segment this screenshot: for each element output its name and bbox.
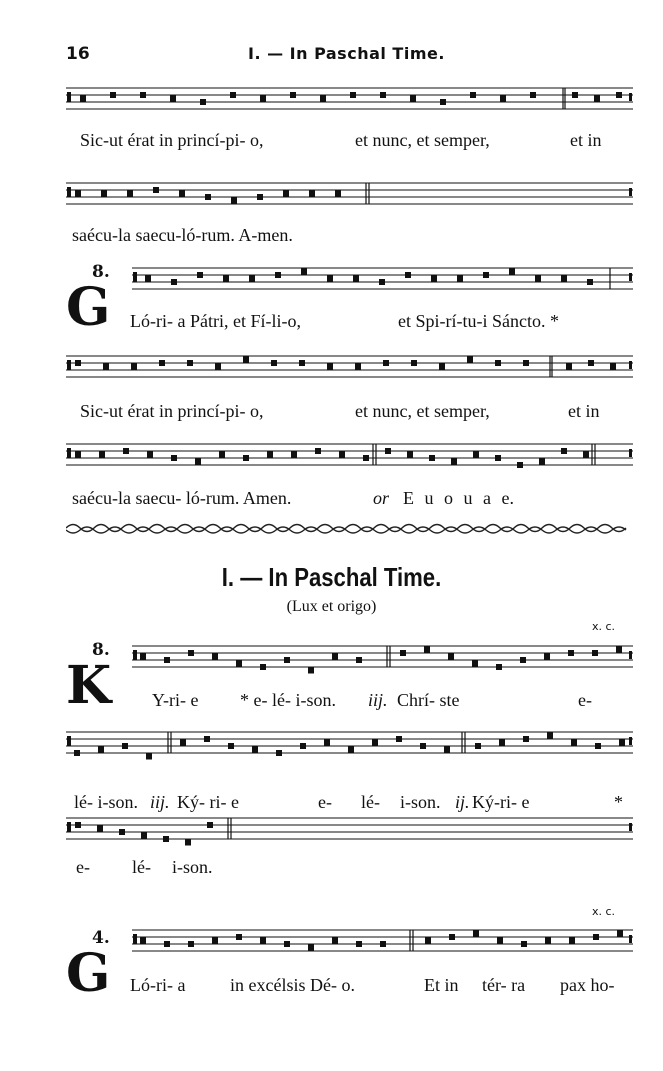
neume-note <box>517 462 523 468</box>
neume-note <box>473 452 479 458</box>
neume-note <box>230 92 236 98</box>
clef-icon <box>133 272 137 282</box>
neume-note <box>185 840 191 846</box>
neume-note <box>467 357 473 363</box>
neume-note <box>188 941 194 947</box>
neume-note <box>448 654 454 660</box>
custos-icon <box>629 273 632 281</box>
lyric-segment: * e- lé- i-son. <box>240 690 336 710</box>
section-subtitle: (Lux et origo) <box>286 598 377 615</box>
neume-note <box>284 941 290 947</box>
lyric-segment: Sic-ut érat in princí-pi- o, <box>80 130 264 150</box>
neume-note <box>616 92 622 98</box>
neume-note <box>530 92 536 98</box>
neume-note <box>348 747 354 753</box>
neume-note <box>356 941 362 947</box>
neume-note <box>236 661 242 667</box>
neume-note <box>569 938 575 944</box>
lyric-segment: Chrí- ste <box>397 690 460 710</box>
neume-note <box>249 276 255 282</box>
xc-marker: x. c. <box>592 620 616 633</box>
neume-note <box>429 455 435 461</box>
mode-number: 4. <box>92 928 110 948</box>
neume-note <box>470 92 476 98</box>
neume-note <box>500 96 506 102</box>
neume-note <box>411 360 417 366</box>
neume-note <box>122 743 128 749</box>
neume-note <box>420 743 426 749</box>
neume-note <box>547 733 553 739</box>
custos-icon <box>629 188 632 196</box>
neume-note <box>431 276 437 282</box>
neume-note <box>101 191 107 197</box>
neume-note <box>356 657 362 663</box>
neume-note <box>231 198 237 204</box>
neume-note <box>159 360 165 366</box>
neume-note <box>327 364 333 370</box>
neume-note <box>170 96 176 102</box>
neume-note <box>363 455 369 461</box>
mode-number: 8. <box>92 640 110 660</box>
neume-note <box>243 357 249 363</box>
neume-note <box>171 279 177 285</box>
neume-note <box>187 360 193 366</box>
neume-note <box>140 654 146 660</box>
custos-icon <box>629 935 632 943</box>
neume-note <box>410 96 416 102</box>
neume-note <box>457 276 463 282</box>
neume-note <box>228 743 234 749</box>
neume-note <box>588 360 594 366</box>
custos-icon <box>629 737 632 745</box>
lyric-segment: saécu-la saecu- ló-rum. Amen. <box>72 488 292 508</box>
custos-icon <box>629 651 632 659</box>
neume-note <box>593 934 599 940</box>
neume-note <box>372 740 378 746</box>
lyric-segment: Sic-ut érat in princí-pi- o, <box>80 401 264 421</box>
lyric-segment: iij. <box>368 690 388 710</box>
neume-note <box>617 931 623 937</box>
neume-note <box>400 650 406 656</box>
initial-letter: K <box>66 655 112 716</box>
neume-note <box>75 452 81 458</box>
neume-note <box>127 191 133 197</box>
neume-note <box>475 743 481 749</box>
clef-icon <box>133 934 137 944</box>
lyric-segment: Et in <box>424 975 459 995</box>
lyric-segment: i-son. <box>172 857 213 877</box>
clef-icon <box>67 822 71 832</box>
lyric-segment: pax ho- <box>560 975 615 995</box>
neume-note <box>219 452 225 458</box>
clef-icon <box>67 360 71 370</box>
neume-note <box>407 452 413 458</box>
neume-note <box>308 668 314 674</box>
neume-note <box>97 826 103 832</box>
neume-note <box>140 938 146 944</box>
neume-note <box>267 452 273 458</box>
neume-note <box>284 657 290 663</box>
neume-note <box>444 747 450 753</box>
music-staff <box>0 912 663 1022</box>
neume-note <box>123 448 129 454</box>
neume-note <box>145 276 151 282</box>
neume-note <box>497 938 503 944</box>
neume-note <box>451 459 457 465</box>
neume-note <box>315 448 321 454</box>
neume-note <box>495 455 501 461</box>
neume-note <box>610 364 616 370</box>
neume-note <box>140 92 146 98</box>
neume-note <box>332 654 338 660</box>
neume-note <box>616 647 622 653</box>
lyric-segment: Ló-ri- a Pátri, et Fí-li-o, <box>130 311 301 331</box>
neume-note <box>592 650 598 656</box>
neume-note <box>353 276 359 282</box>
neume-note <box>425 938 431 944</box>
neume-note <box>440 99 446 105</box>
neume-note <box>301 269 307 275</box>
neume-note <box>539 459 545 465</box>
custos-icon <box>629 361 632 369</box>
neume-note <box>439 364 445 370</box>
neume-note <box>141 833 147 839</box>
lyric-segment: Y-ri- e <box>152 690 199 710</box>
neume-note <box>523 736 529 742</box>
neume-note <box>583 452 589 458</box>
neume-note <box>223 276 229 282</box>
neume-note <box>545 938 551 944</box>
neume-note <box>380 941 386 947</box>
neume-note <box>595 743 601 749</box>
neume-note <box>200 99 206 105</box>
neume-note <box>472 661 478 667</box>
neume-note <box>236 934 242 940</box>
clef-icon <box>67 92 71 102</box>
neume-note <box>499 740 505 746</box>
neume-note <box>212 654 218 660</box>
neume-note <box>483 272 489 278</box>
neume-note <box>449 934 455 940</box>
lyric-segment: Ký- ri- e <box>177 792 239 812</box>
neume-note <box>80 96 86 102</box>
neume-note <box>568 650 574 656</box>
ornamental-divider <box>66 520 633 536</box>
neume-note <box>131 364 137 370</box>
neume-note <box>276 750 282 756</box>
neume-note <box>207 822 213 828</box>
lyric-segment: ij. <box>455 792 470 812</box>
neume-note <box>383 360 389 366</box>
neume-note <box>572 92 578 98</box>
neume-note <box>473 931 479 937</box>
neume-note <box>309 191 315 197</box>
clef-icon <box>67 187 71 197</box>
neume-note <box>396 736 402 742</box>
lyric-segment: iij. <box>150 792 170 812</box>
page-number: 16 <box>66 44 90 64</box>
neume-note <box>260 938 266 944</box>
neume-note <box>171 455 177 461</box>
neume-note <box>496 664 502 670</box>
lyric-segment: Ký-ri- e <box>472 792 530 812</box>
neume-note <box>619 740 625 746</box>
neume-note <box>509 269 515 275</box>
neume-note <box>424 647 430 653</box>
neume-note <box>271 360 277 366</box>
neume-note <box>571 740 577 746</box>
neume-note <box>179 191 185 197</box>
neume-note <box>275 272 281 278</box>
neume-note <box>523 360 529 366</box>
neume-note <box>379 279 385 285</box>
custos-icon <box>629 93 632 101</box>
neume-note <box>147 452 153 458</box>
neume-note <box>74 750 80 756</box>
neume-note <box>205 194 211 200</box>
neume-note <box>146 754 152 760</box>
lyric-segment: saécu-la saecu-ló-rum. A-men. <box>72 225 293 245</box>
neume-note <box>212 938 218 944</box>
neume-note <box>283 191 289 197</box>
neume-note <box>119 829 125 835</box>
neume-note <box>332 938 338 944</box>
xc-marker: x. c. <box>592 905 616 918</box>
lyric-segment: Ló-ri- a <box>130 975 186 995</box>
clef-icon <box>67 448 71 458</box>
neume-note <box>520 657 526 663</box>
neume-note <box>335 191 341 197</box>
running-head: I. — In Paschal Time. <box>248 44 445 63</box>
neume-note <box>594 96 600 102</box>
neume-note <box>98 747 104 753</box>
neume-note <box>99 452 105 458</box>
lyric-segment: or <box>373 488 390 508</box>
lyric-segment: i-son. <box>400 792 441 812</box>
neume-note <box>195 459 201 465</box>
neume-note <box>405 272 411 278</box>
neume-note <box>495 360 501 366</box>
lyric-segment: et nunc, et semper, <box>355 401 490 421</box>
lyric-segment: in excélsis Dé- o. <box>230 975 355 995</box>
lyric-segment: e- <box>578 690 592 710</box>
neume-note <box>180 740 186 746</box>
neume-note <box>204 736 210 742</box>
lyric-segment: e- <box>76 857 90 877</box>
neume-note <box>339 452 345 458</box>
neume-note <box>215 364 221 370</box>
neume-note <box>327 276 333 282</box>
lyric-segment: lé- i-son. <box>74 792 138 812</box>
neume-note <box>561 448 567 454</box>
neume-note <box>75 822 81 828</box>
section-title: I. — In Paschal Time. <box>221 562 442 592</box>
lyric-segment: tér- ra <box>482 975 526 995</box>
music-staff <box>0 70 663 180</box>
lyric-segment: lé- <box>132 857 151 877</box>
neume-note <box>188 650 194 656</box>
lyric-segment: * <box>614 792 623 812</box>
lyric-segment: et nunc, et semper, <box>355 130 490 150</box>
neume-note <box>260 96 266 102</box>
music-staff <box>0 800 663 910</box>
neume-note <box>110 92 116 98</box>
neume-note <box>260 664 266 670</box>
neume-note <box>308 945 314 951</box>
neume-note <box>299 360 305 366</box>
neume-note <box>291 452 297 458</box>
neume-note <box>163 836 169 842</box>
neume-note <box>320 96 326 102</box>
neume-note <box>75 191 81 197</box>
lyric-segment: E u o u a e. <box>403 488 514 508</box>
neume-note <box>164 657 170 663</box>
custos-icon <box>629 823 632 831</box>
neume-note <box>252 747 258 753</box>
clef-icon <box>133 650 137 660</box>
neume-note <box>75 360 81 366</box>
neume-note <box>153 187 159 193</box>
neume-note <box>521 941 527 947</box>
neume-note <box>355 364 361 370</box>
lyric-segment: et Spi-rí-tu-i Sáncto. * <box>398 311 559 331</box>
custos-icon <box>629 449 632 457</box>
neume-note <box>164 941 170 947</box>
neume-note <box>324 740 330 746</box>
lyric-segment: et in <box>568 401 600 421</box>
neume-note <box>535 276 541 282</box>
lyric-segment: e- <box>318 792 332 812</box>
neume-note <box>587 279 593 285</box>
neume-note <box>380 92 386 98</box>
clef-icon <box>67 736 71 746</box>
neume-note <box>257 194 263 200</box>
initial-letter: G <box>66 277 111 338</box>
neume-note <box>243 455 249 461</box>
lyric-segment: lé- <box>361 792 380 812</box>
neume-note <box>385 448 391 454</box>
neume-note <box>561 276 567 282</box>
initial-letter: G <box>66 943 111 1004</box>
neume-note <box>544 654 550 660</box>
neume-note <box>300 743 306 749</box>
neume-note <box>197 272 203 278</box>
neume-note <box>566 364 572 370</box>
neume-note <box>350 92 356 98</box>
lyric-segment: et in <box>570 130 602 150</box>
mode-number: 8. <box>92 262 110 282</box>
neume-note <box>103 364 109 370</box>
neume-note <box>290 92 296 98</box>
